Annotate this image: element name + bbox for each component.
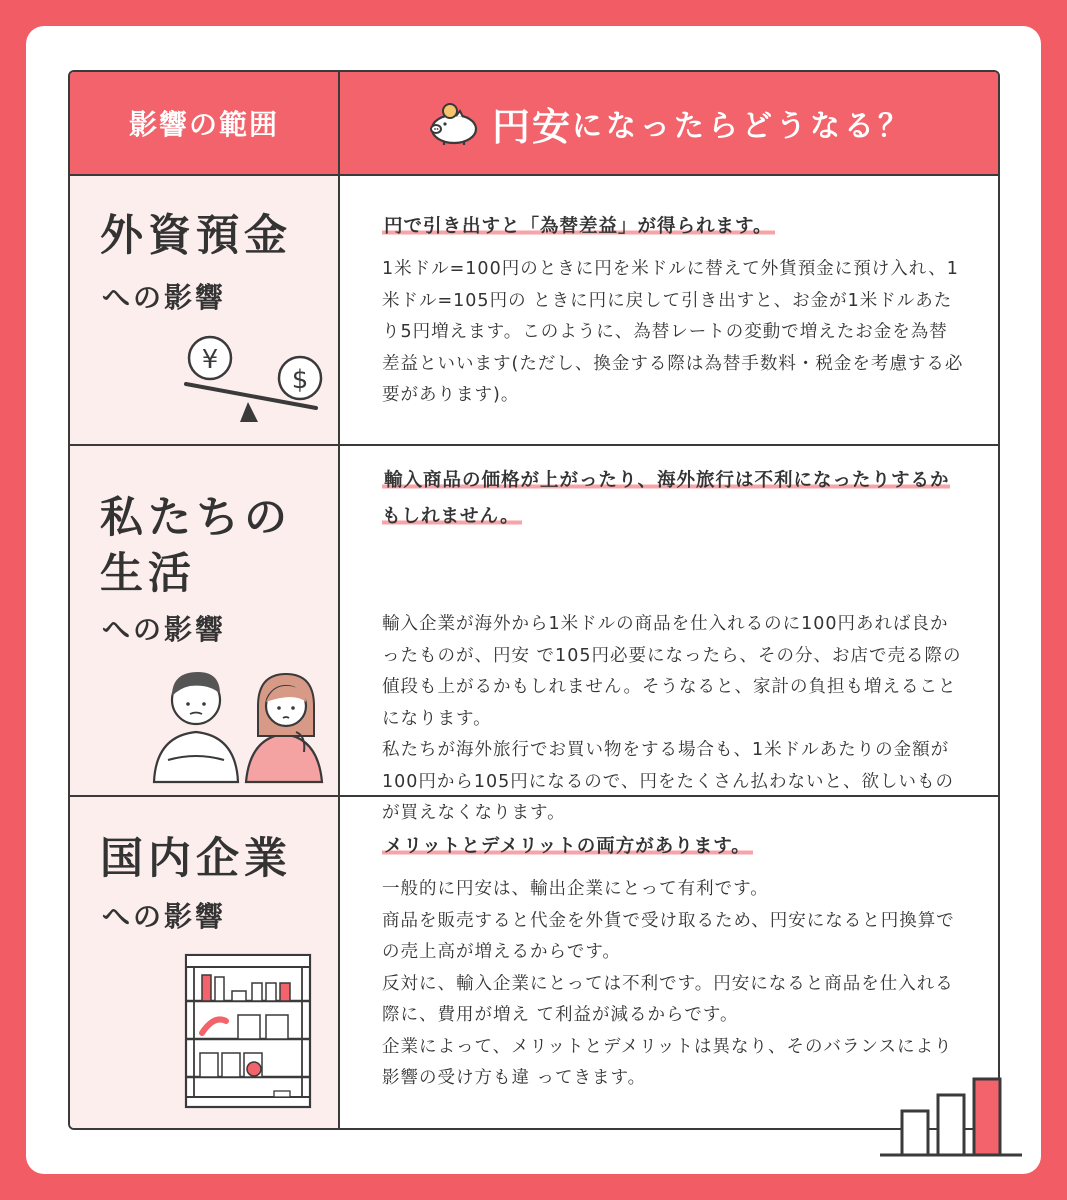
scope-header: 影響の範囲 bbox=[70, 72, 340, 174]
row-body: 1米ドル=100円のときに円を米ドルに替えて外貨預金に預け入れ、1米ドル=105円の ときに円に戻して引き出すと、お金が1米ドルあたり5円増えます。このように、為替レートの変動で増えたお金を為替差益といいます(ただし、換金する際は為替手数料・税金を考慮する必要があります)。 bbox=[382, 259, 964, 405]
title-rest: になったらどうなる？ bbox=[572, 109, 912, 144]
worried-people-icon bbox=[146, 658, 326, 788]
row-foreign-deposit bbox=[70, 176, 998, 446]
row-body: 輸入企業が海外から1米ドルの商品を仕入れるのに100円あれば良かったものが、円安 で105円必要になったら、その分、お店で売る際の値段も上がるかもしれません。そうなると、家計の負担も増えることになります。 私たちが海外旅行でお買い物をする場合も、1米ドルあたりの金額が100円から105円になるので、円をたくさん払わないと、欲しいものが買えなくなります。 bbox=[382, 614, 962, 823]
category-title-line1: 私たちの bbox=[100, 493, 292, 543]
row-content-cell bbox=[340, 176, 998, 444]
row-our-life bbox=[70, 446, 998, 823]
svg-text:¥: ¥ bbox=[201, 345, 219, 375]
bar-chart-icon bbox=[876, 1075, 1026, 1165]
category-sub: への影響 bbox=[102, 900, 227, 933]
pig-icon bbox=[426, 99, 480, 147]
category-title-line2: 生活 bbox=[100, 549, 196, 599]
store-shelf-icon bbox=[182, 951, 314, 1111]
svg-text:$: $ bbox=[291, 365, 309, 395]
row-headline: 輸入商品の価格が上がったり、海外旅行は不利になったりするかもしれません。 bbox=[382, 470, 950, 527]
category-title: 外資預金 bbox=[100, 211, 292, 261]
row-body: 一般的に円安は、輸出企業にとって有利です。 商品を販売すると代金を外貨で受け取るため、円安になると円換算での売上高が増えるからです。 反対に、輸入企業にとっては不利です。円安になると商品を仕入れる際に、費用が増え て利益が減るからです。 企業によって、メリットとデメリットは異なり、そのバランスにより影響の受け方も違 ってきます。 bbox=[382, 879, 955, 1088]
row-label-cell bbox=[70, 176, 340, 444]
row-content-cell bbox=[340, 446, 998, 823]
category-sub: への影響 bbox=[102, 281, 227, 314]
category-sub: への影響 bbox=[102, 613, 227, 646]
row-domestic-company bbox=[70, 797, 998, 1130]
page-title bbox=[340, 72, 998, 174]
row-headline: メリットとデメリットの両方があります。 bbox=[384, 836, 751, 857]
title-strong: 円安 bbox=[491, 104, 572, 149]
table-header bbox=[70, 72, 998, 176]
row-headline: 円で引き出すと「為替差益」が得られます。 bbox=[384, 216, 773, 237]
category-title: 国内企業 bbox=[100, 834, 292, 884]
row-label-cell bbox=[70, 446, 340, 795]
yen-dollar-scale-icon bbox=[180, 332, 330, 432]
row-label-cell bbox=[70, 797, 340, 1130]
info-table bbox=[68, 70, 1000, 1130]
